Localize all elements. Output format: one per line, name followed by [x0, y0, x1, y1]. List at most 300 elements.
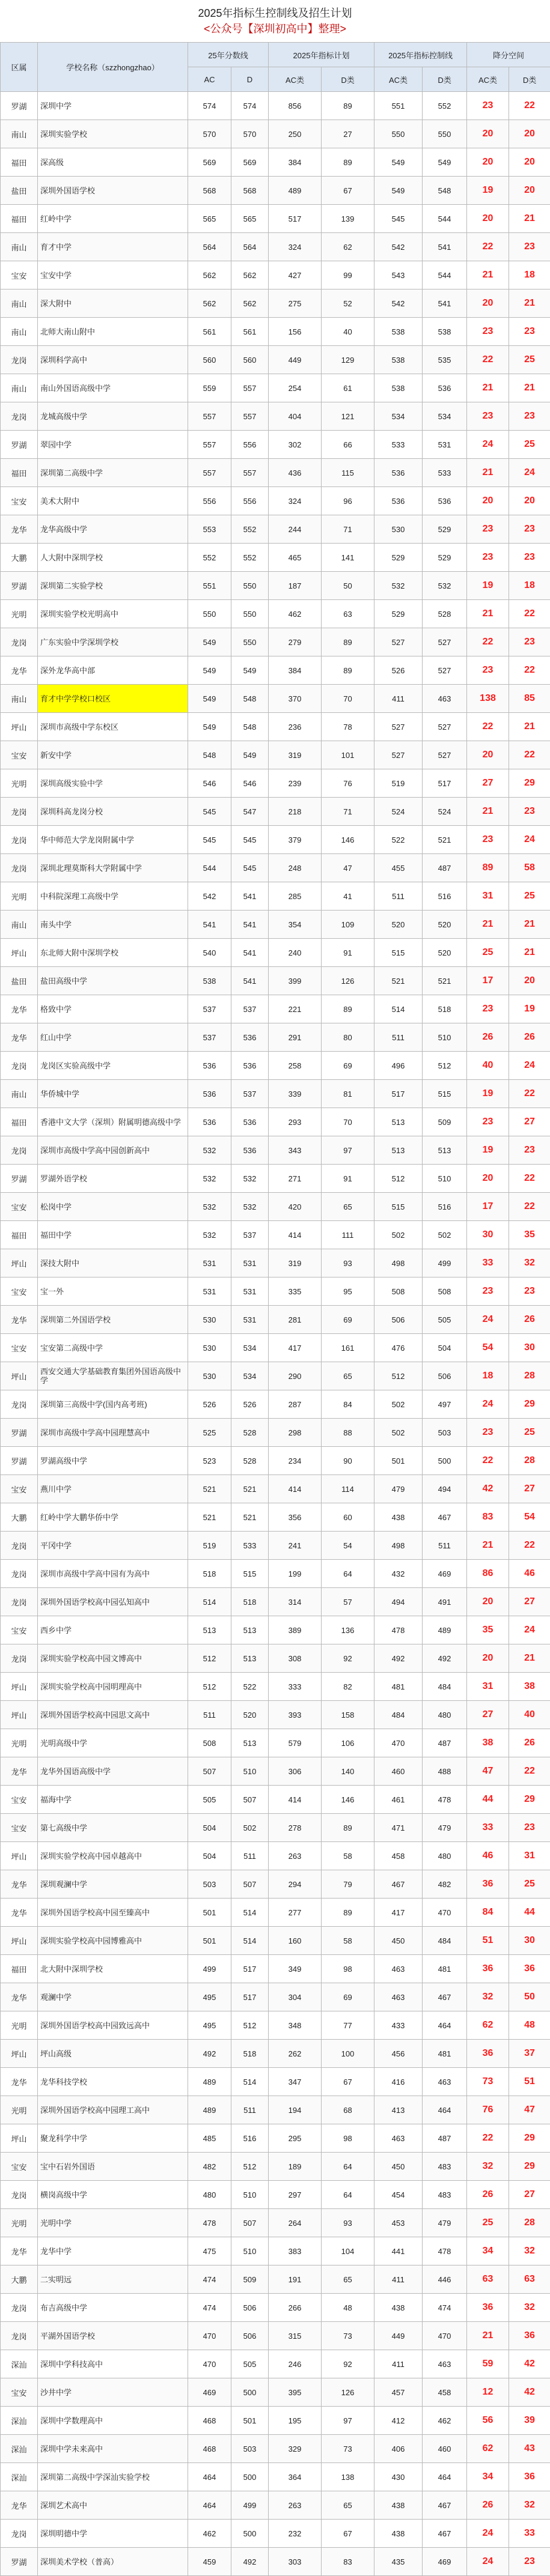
- cell-district: 龙岗: [1, 1532, 38, 1560]
- cell-control-d: 487: [423, 1729, 467, 1757]
- cell-plan-d: 121: [322, 402, 374, 431]
- cell-school: 布吉高级中学: [38, 2294, 188, 2322]
- cell-plan-ac: 354: [269, 911, 322, 939]
- cell-score-ac: 536: [188, 1108, 231, 1136]
- table-row: [1, 1390, 550, 1419]
- cell-drop-ac: 23: [467, 1108, 509, 1136]
- cell-drop-ac: 21: [467, 374, 509, 402]
- cell-drop-d: 25: [509, 431, 550, 459]
- cell-score-d: 506: [231, 2322, 269, 2350]
- cell-district: 龙岗: [1, 2294, 38, 2322]
- cell-school: 观澜中学: [38, 1983, 188, 2011]
- cell-plan-d: 126: [322, 2378, 374, 2407]
- cell-score-d: 507: [231, 2209, 269, 2237]
- cell-district: 龙岗: [1, 1136, 38, 1165]
- cell-plan-ac: 333: [269, 1673, 322, 1701]
- cell-plan-ac: 295: [269, 2124, 322, 2153]
- cell-score-ac: 569: [188, 148, 231, 177]
- cell-score-d: 512: [231, 2011, 269, 2040]
- cell-score-ac: 532: [188, 1136, 231, 1165]
- cell-district: 龙华: [1, 995, 38, 1023]
- cell-plan-ac: 264: [269, 2209, 322, 2237]
- cell-control-ac: 545: [374, 205, 423, 233]
- cell-drop-ac: 21: [467, 2322, 509, 2350]
- cell-district: 坪山: [1, 2040, 38, 2068]
- cell-score-ac: 507: [188, 1757, 231, 1786]
- cell-drop-ac: 17: [467, 967, 509, 995]
- cell-control-ac: 530: [374, 515, 423, 544]
- cell-district: 龙华: [1, 2068, 38, 2096]
- cell-control-ac: 502: [374, 1419, 423, 1447]
- cell-drop-d: 51: [509, 2068, 550, 2096]
- cell-control-d: 520: [423, 939, 467, 967]
- table-row: [1, 318, 550, 346]
- cell-control-d: 467: [423, 1503, 467, 1532]
- cell-district: 龙华: [1, 2237, 38, 2265]
- cell-score-d: 514: [231, 2068, 269, 2096]
- cell-plan-d: 64: [322, 1560, 374, 1588]
- cell-drop-ac: 19: [467, 1136, 509, 1165]
- table-row: [1, 515, 550, 544]
- cell-district: 光明: [1, 769, 38, 798]
- table-row: [1, 1108, 550, 1136]
- cell-plan-d: 81: [322, 1080, 374, 1108]
- cell-school: 二实明远: [38, 2265, 188, 2294]
- cell-score-ac: 559: [188, 374, 231, 402]
- cell-school: 深圳市高级中学高中园有为高中: [38, 1560, 188, 1588]
- header-group-drop-space: 降分空间: [467, 43, 550, 67]
- cell-plan-ac: 436: [269, 459, 322, 487]
- cell-drop-ac: 23: [467, 1419, 509, 1447]
- cell-control-ac: 458: [374, 1842, 423, 1870]
- cell-plan-ac: 234: [269, 1447, 322, 1475]
- cell-district: 罗湖: [1, 1447, 38, 1475]
- cell-drop-ac: 46: [467, 1842, 509, 1870]
- cell-school: 松岗中学: [38, 1193, 188, 1221]
- cell-plan-d: 67: [322, 177, 374, 205]
- cell-score-ac: 557: [188, 459, 231, 487]
- table-row: [1, 2124, 550, 2153]
- cell-drop-ac: 24: [467, 431, 509, 459]
- cell-control-ac: 492: [374, 1644, 423, 1673]
- cell-drop-d: 23: [509, 1814, 550, 1842]
- cell-score-ac: 552: [188, 544, 231, 572]
- cell-control-d: 474: [423, 2294, 467, 2322]
- table-row: [1, 2294, 550, 2322]
- cell-drop-ac: 54: [467, 1334, 509, 1362]
- table-row: [1, 1193, 550, 1221]
- cell-school: 深圳第二外国语学校: [38, 1306, 188, 1334]
- cell-control-ac: 471: [374, 1814, 423, 1842]
- cell-score-ac: 560: [188, 346, 231, 374]
- cell-district: 光明: [1, 2011, 38, 2040]
- cell-plan-ac: 462: [269, 600, 322, 628]
- cell-district: 深汕: [1, 2435, 38, 2463]
- cell-district: 坪山: [1, 1673, 38, 1701]
- cell-district: 龙华: [1, 1899, 38, 1927]
- table-row: [1, 685, 550, 713]
- cell-school: 育才中学: [38, 233, 188, 261]
- cell-school: 深圳科高龙岗分校: [38, 798, 188, 826]
- cell-plan-d: 69: [322, 1052, 374, 1080]
- cell-district: 坪山: [1, 713, 38, 741]
- cell-drop-d: 30: [509, 1927, 550, 1955]
- table-row: [1, 205, 550, 233]
- cell-plan-ac: 449: [269, 346, 322, 374]
- cell-score-ac: 474: [188, 2294, 231, 2322]
- table-row: [1, 628, 550, 656]
- cell-control-ac: 513: [374, 1136, 423, 1165]
- cell-plan-ac: 194: [269, 2096, 322, 2124]
- cell-score-d: 552: [231, 544, 269, 572]
- cell-drop-ac: 31: [467, 1673, 509, 1701]
- header-sub: AC类: [467, 67, 509, 92]
- cell-score-d: 517: [231, 1983, 269, 2011]
- cell-drop-ac: 38: [467, 1729, 509, 1757]
- cell-control-d: 504: [423, 1334, 467, 1362]
- cell-school: 深圳市高级中学东校区: [38, 713, 188, 741]
- cell-control-d: 463: [423, 2068, 467, 2096]
- cell-school: 宝中石岩外国语: [38, 2153, 188, 2181]
- table-row: [1, 1334, 550, 1362]
- cell-plan-d: 41: [322, 882, 374, 911]
- cell-plan-d: 98: [322, 2124, 374, 2153]
- cell-score-ac: 521: [188, 1475, 231, 1503]
- cell-plan-ac: 324: [269, 233, 322, 261]
- cell-plan-d: 109: [322, 911, 374, 939]
- cell-plan-ac: 404: [269, 402, 322, 431]
- cell-plan-d: 91: [322, 939, 374, 967]
- cell-drop-ac: 21: [467, 911, 509, 939]
- cell-score-ac: 540: [188, 939, 231, 967]
- cell-control-d: 484: [423, 1673, 467, 1701]
- cell-plan-d: 69: [322, 1306, 374, 1334]
- cell-drop-ac: 33: [467, 1249, 509, 1277]
- header-district: 区属: [1, 43, 38, 92]
- table-row: [1, 2096, 550, 2124]
- cell-score-ac: 530: [188, 1362, 231, 1390]
- cell-plan-ac: 263: [269, 2491, 322, 2520]
- cell-control-d: 499: [423, 1249, 467, 1277]
- cell-plan-d: 69: [322, 1983, 374, 2011]
- cell-score-ac: 545: [188, 798, 231, 826]
- cell-control-d: 470: [423, 2322, 467, 2350]
- cell-school: 深圳外国语学校高中园理工高中: [38, 2096, 188, 2124]
- cell-plan-ac: 189: [269, 2153, 322, 2181]
- cell-drop-ac: 51: [467, 1927, 509, 1955]
- cell-control-d: 529: [423, 515, 467, 544]
- sheet-subtitle: <公众号【深圳初高中】整理>: [0, 22, 550, 36]
- cell-control-ac: 411: [374, 2265, 423, 2294]
- cell-district: 福田: [1, 459, 38, 487]
- cell-control-d: 516: [423, 1193, 467, 1221]
- cell-score-ac: 504: [188, 1842, 231, 1870]
- cell-drop-d: 22: [509, 1165, 550, 1193]
- cell-school: 深圳第二高级中学: [38, 459, 188, 487]
- cell-control-ac: 411: [374, 685, 423, 713]
- cell-district: 宝安: [1, 487, 38, 515]
- cell-score-ac: 470: [188, 2322, 231, 2350]
- cell-score-ac: 504: [188, 1814, 231, 1842]
- cell-score-ac: 574: [188, 92, 231, 120]
- cell-score-ac: 557: [188, 431, 231, 459]
- cell-drop-ac: 21: [467, 798, 509, 826]
- cell-control-d: 497: [423, 1390, 467, 1419]
- cell-control-d: 463: [423, 2350, 467, 2378]
- cell-control-ac: 478: [374, 1616, 423, 1644]
- table-row: [1, 1616, 550, 1644]
- cell-score-ac: 525: [188, 1419, 231, 1447]
- cell-control-d: 535: [423, 346, 467, 374]
- cell-score-d: 547: [231, 798, 269, 826]
- cell-district: 龙岗: [1, 1052, 38, 1080]
- cell-control-d: 538: [423, 318, 467, 346]
- cell-score-d: 545: [231, 826, 269, 854]
- cell-control-d: 458: [423, 2378, 467, 2407]
- cell-control-d: 517: [423, 769, 467, 798]
- cell-plan-ac: 302: [269, 431, 322, 459]
- cell-control-ac: 529: [374, 600, 423, 628]
- cell-control-ac: 534: [374, 402, 423, 431]
- cell-district: 坪山: [1, 1701, 38, 1729]
- cell-score-ac: 532: [188, 1165, 231, 1193]
- cell-school: 深圳第二实验学校: [38, 572, 188, 600]
- cell-plan-ac: 343: [269, 1136, 322, 1165]
- cell-score-d: 518: [231, 1588, 269, 1616]
- cell-plan-d: 52: [322, 289, 374, 318]
- cell-school: 深圳实验学校: [38, 120, 188, 148]
- cell-school: 北师大南山附中: [38, 318, 188, 346]
- cell-score-d: 521: [231, 1475, 269, 1503]
- table-row: [1, 1899, 550, 1927]
- cell-drop-ac: 19: [467, 1080, 509, 1108]
- cell-control-ac: 461: [374, 1786, 423, 1814]
- cell-drop-ac: 24: [467, 1306, 509, 1334]
- cell-control-ac: 454: [374, 2181, 423, 2209]
- table-row: [1, 572, 550, 600]
- cell-drop-d: 63: [509, 2265, 550, 2294]
- cell-score-ac: 489: [188, 2068, 231, 2096]
- cell-score-d: 499: [231, 2491, 269, 2520]
- cell-control-ac: 470: [374, 1729, 423, 1757]
- cell-drop-ac: 24: [467, 2548, 509, 2576]
- cell-control-d: 536: [423, 487, 467, 515]
- cell-control-d: 489: [423, 1616, 467, 1644]
- cell-control-ac: 519: [374, 769, 423, 798]
- cell-score-ac: 513: [188, 1616, 231, 1644]
- cell-plan-d: 100: [322, 2040, 374, 2068]
- cell-control-d: 510: [423, 1023, 467, 1052]
- cell-plan-ac: 417: [269, 1334, 322, 1362]
- cell-score-ac: 492: [188, 2040, 231, 2068]
- cell-control-d: 467: [423, 1983, 467, 2011]
- cell-control-d: 534: [423, 402, 467, 431]
- table-row: [1, 1673, 550, 1701]
- cell-score-d: 546: [231, 769, 269, 798]
- cell-district: 龙岗: [1, 1644, 38, 1673]
- cell-plan-d: 89: [322, 656, 374, 685]
- cell-score-ac: 531: [188, 1277, 231, 1306]
- cell-drop-ac: 27: [467, 769, 509, 798]
- cell-control-d: 552: [423, 92, 467, 120]
- table-row: [1, 233, 550, 261]
- cell-plan-ac: 339: [269, 1080, 322, 1108]
- cell-score-d: 513: [231, 1644, 269, 1673]
- cell-plan-d: 96: [322, 487, 374, 515]
- header-sub: D类: [322, 67, 374, 92]
- cell-school: 深圳实验学校高中园博雅高中: [38, 1927, 188, 1955]
- cell-drop-d: 29: [509, 1390, 550, 1419]
- cell-drop-d: 37: [509, 2040, 550, 2068]
- cell-school: 坪山高级: [38, 2040, 188, 2068]
- cell-score-d: 514: [231, 1927, 269, 1955]
- cell-district: 龙岗: [1, 826, 38, 854]
- cell-plan-d: 136: [322, 1616, 374, 1644]
- cell-school: 聚龙科学中学: [38, 2124, 188, 2153]
- cell-drop-d: 26: [509, 1306, 550, 1334]
- cell-plan-d: 140: [322, 1757, 374, 1786]
- cell-district: 坪山: [1, 2124, 38, 2153]
- table-row: [1, 2265, 550, 2294]
- cell-district: 宝安: [1, 1334, 38, 1362]
- cell-score-ac: 538: [188, 967, 231, 995]
- cell-score-ac: 545: [188, 826, 231, 854]
- cell-school: 格致中学: [38, 995, 188, 1023]
- cell-score-d: 536: [231, 1052, 269, 1080]
- cell-district: 宝安: [1, 1786, 38, 1814]
- cell-school: 盐田高级中学: [38, 967, 188, 995]
- cell-plan-d: 79: [322, 1870, 374, 1899]
- cell-score-d: 522: [231, 1673, 269, 1701]
- cell-drop-ac: 20: [467, 741, 509, 769]
- cell-drop-ac: 23: [467, 656, 509, 685]
- cell-plan-ac: 248: [269, 854, 322, 882]
- cell-score-ac: 556: [188, 487, 231, 515]
- cell-school: 深圳第二高级中学深汕实验学校: [38, 2463, 188, 2491]
- cell-score-d: 541: [231, 967, 269, 995]
- table-row: [1, 177, 550, 205]
- cell-district: 罗湖: [1, 2548, 38, 2576]
- cell-district: 龙华: [1, 1306, 38, 1334]
- cell-school: 北大附中深圳学校: [38, 1955, 188, 1983]
- cell-score-ac: 557: [188, 402, 231, 431]
- cell-plan-d: 63: [322, 600, 374, 628]
- cell-drop-ac: 26: [467, 2181, 509, 2209]
- cell-drop-ac: 23: [467, 826, 509, 854]
- cell-district: 南山: [1, 911, 38, 939]
- cell-score-d: 570: [231, 120, 269, 148]
- cell-drop-d: 46: [509, 1560, 550, 1588]
- cell-district: 龙岗: [1, 402, 38, 431]
- cell-score-ac: 485: [188, 2124, 231, 2153]
- cell-drop-ac: 23: [467, 515, 509, 544]
- cell-control-d: 506: [423, 1362, 467, 1390]
- cell-control-d: 524: [423, 798, 467, 826]
- cell-score-d: 536: [231, 1136, 269, 1165]
- cell-control-ac: 438: [374, 1503, 423, 1532]
- table-row: [1, 2068, 550, 2096]
- cell-control-ac: 412: [374, 2407, 423, 2435]
- cell-score-d: 533: [231, 1532, 269, 1560]
- cell-drop-ac: 76: [467, 2096, 509, 2124]
- cell-school: 龙华外国语高级中学: [38, 1757, 188, 1786]
- cell-drop-d: 54: [509, 1503, 550, 1532]
- cell-drop-ac: 23: [467, 995, 509, 1023]
- cell-control-d: 480: [423, 1701, 467, 1729]
- cell-drop-ac: 32: [467, 2153, 509, 2181]
- cell-district: 坪山: [1, 1842, 38, 1870]
- cell-plan-ac: 319: [269, 1249, 322, 1277]
- cell-plan-ac: 298: [269, 1419, 322, 1447]
- cell-drop-ac: 73: [467, 2068, 509, 2096]
- cell-plan-ac: 279: [269, 628, 322, 656]
- cell-control-ac: 417: [374, 1899, 423, 1927]
- cell-school: 东北师大附中深圳学校: [38, 939, 188, 967]
- cell-plan-d: 67: [322, 2068, 374, 2096]
- cell-district: 大鹏: [1, 544, 38, 572]
- cell-drop-ac: 22: [467, 2124, 509, 2153]
- cell-district: 宝安: [1, 1277, 38, 1306]
- cell-control-ac: 522: [374, 826, 423, 854]
- cell-drop-ac: 56: [467, 2407, 509, 2435]
- cell-control-d: 492: [423, 1644, 467, 1673]
- cell-plan-d: 48: [322, 2294, 374, 2322]
- cell-drop-d: 23: [509, 544, 550, 572]
- cell-control-ac: 512: [374, 1165, 423, 1193]
- cell-plan-ac: 281: [269, 1306, 322, 1334]
- cell-control-d: 464: [423, 2096, 467, 2124]
- cell-district: 龙华: [1, 2491, 38, 2520]
- cell-plan-d: 97: [322, 1136, 374, 1165]
- cell-plan-d: 91: [322, 1165, 374, 1193]
- cell-plan-d: 65: [322, 1362, 374, 1390]
- cell-drop-ac: 32: [467, 1983, 509, 2011]
- cell-school: 香港中文大学（深圳）附属明德高级中学: [38, 1108, 188, 1136]
- cell-control-ac: 538: [374, 346, 423, 374]
- cell-plan-ac: 285: [269, 882, 322, 911]
- cell-plan-d: 67: [322, 2520, 374, 2548]
- cell-score-ac: 464: [188, 2491, 231, 2520]
- cell-plan-d: 129: [322, 346, 374, 374]
- cell-drop-ac: 26: [467, 2491, 509, 2520]
- cell-drop-d: 22: [509, 741, 550, 769]
- cell-plan-d: 73: [322, 2322, 374, 2350]
- cell-score-ac: 482: [188, 2153, 231, 2181]
- cell-score-d: 532: [231, 1193, 269, 1221]
- cell-score-d: 541: [231, 939, 269, 967]
- cell-score-ac: 469: [188, 2378, 231, 2407]
- table-row: [1, 120, 550, 148]
- cell-control-d: 532: [423, 572, 467, 600]
- table-row: [1, 854, 550, 882]
- cell-drop-ac: 17: [467, 1193, 509, 1221]
- table-row: [1, 2378, 550, 2407]
- cell-plan-ac: 319: [269, 741, 322, 769]
- cell-district: 南山: [1, 374, 38, 402]
- cell-score-d: 502: [231, 1814, 269, 1842]
- cell-district: 大鹏: [1, 1503, 38, 1532]
- cell-control-ac: 511: [374, 882, 423, 911]
- cell-score-d: 510: [231, 2181, 269, 2209]
- table-row: [1, 656, 550, 685]
- cell-score-ac: 464: [188, 2463, 231, 2491]
- cell-drop-ac: 42: [467, 1475, 509, 1503]
- cell-district: 南山: [1, 289, 38, 318]
- cell-score-ac: 521: [188, 1503, 231, 1532]
- table-row: [1, 1927, 550, 1955]
- cell-drop-d: 30: [509, 1334, 550, 1362]
- cell-plan-d: 78: [322, 713, 374, 741]
